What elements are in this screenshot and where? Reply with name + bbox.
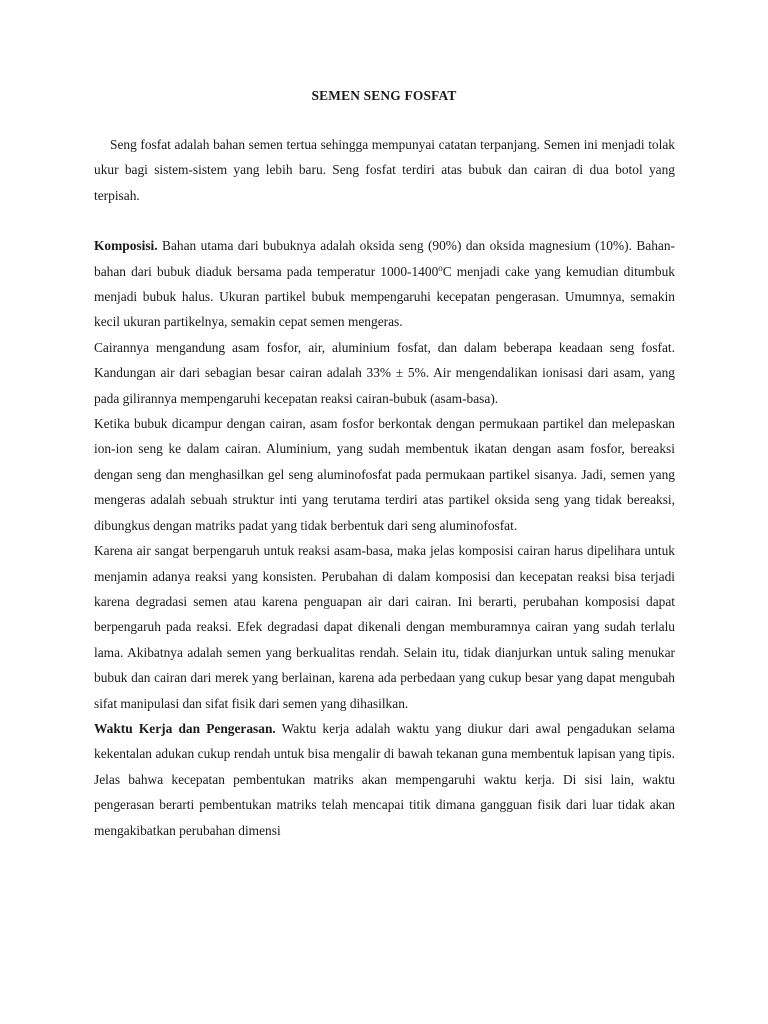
paragraph-ketika: Ketika bubuk dicampur dengan cairan, asam fosfor berkontak dengan permukaan partikel dan melepaskan ion-ion seng ke dalam cairan. Aluminium, yang sudah membentuk ikatan dengan asam fosfor, bereaksi dengan seng dan menghasilkan gel seng aluminofosfat pada permukaan partikel sisanya. Jadi, semen yang mengeras adalah sebuah struktur inti yang terutama terdiri atas partikel oksida seng yang tidak bereaksi, dibungkus dengan matriks padat yang tidak berbentuk dari seng aluminofosfat. bbox=[94, 416, 675, 533]
document-body bbox=[94, 132, 675, 843]
document-title: SEMEN SENG FOSFAT bbox=[311, 88, 457, 103]
komposisi-text-2: C menjadi cake yang kemudian ditumbuk menjadi bubuk halus. Ukuran partikel bubuk mempengaruhi kecepatan pengerasan. Umumnya, semakin kecil ukuran partikelnya, semakin cepat semen mengeras. bbox=[94, 263, 676, 330]
degree-superscript: o bbox=[438, 262, 443, 273]
paragraph-intro: Seng fosfat adalah bahan semen tertua sehingga mempunyai catatan terpanjang. Semen ini menjadi tolak ukur bagi sistem-sistem yang lebih baru. Seng fosfat terdiri atas bubuk dan cairan di dua botol yang terpisah. bbox=[94, 137, 675, 203]
paragraph-komposisi bbox=[94, 233, 675, 335]
heading-komposisi: Komposisi. bbox=[94, 238, 158, 254]
paragraph-karena: Karena air sangat berpengaruh untuk reaksi asam-basa, maka jelas komposisi cairan harus dipelihara untuk menjamin adanya reaksi yang konsisten. Perubahan di dalam komposisi dan kecepatan reaksi bisa terjadi karena degradasi semen atau karena penguapan air dari cairan. Ini berarti, perubahan komposisi dapat berpengaruh pada reaksi. Efek degradasi dapat dikenali dengan memburamnya cairan yang sudah terlalu lama. Akibatnya adalah semen yang berkualitas rendah. Selain itu, tidak dianjurkan untuk saling menukar bubuk dan cairan dari merek yang berlainan, karena ada perbedaan yang cukup besar yang dapat mengubah sifat manipulasi dan sifat fisik dari semen yang dihasilkan. bbox=[94, 543, 675, 711]
waktu-text: Waktu kerja adalah waktu yang diukur dari awal pengadukan selama kekentalan adukan cukup rendah untuk bisa mengalir di bawah tekanan guna membentuk lapisan yang tipis. Jelas bahwa kecepatan pembentukan matriks akan mempengaruhi waktu kerja. Di sisi lain, waktu pengerasan berarti pembentukan matriks telah mencapai titik dimana gangguan fisik dari luar tidak akan mengakibatkan perubahan dimensi bbox=[94, 720, 675, 838]
heading-waktu: Waktu Kerja dan Pengerasan. bbox=[94, 720, 276, 736]
paragraph-cairan: Cairannya mengandung asam fosfor, air, aluminium fosfat, dan dalam beberapa keadaan seng fosfat. Kandungan air dari sebagian besar cairan adalah 33% ± 5%. Air mengendalikan ionisasi dari asam, yang pada gilirannya mempengaruhi kecepatan reaksi cairan-bubuk (asam-basa). bbox=[94, 339, 675, 406]
komposisi-text-1: Bahan utama dari bubuknya adalah oksida seng (90%) dan oksida magnesium (10%). Bahan-bahan dari bubuk diaduk bersama pada temperatur 1000-1400 bbox=[94, 238, 675, 279]
paragraph-waktu bbox=[94, 716, 675, 843]
